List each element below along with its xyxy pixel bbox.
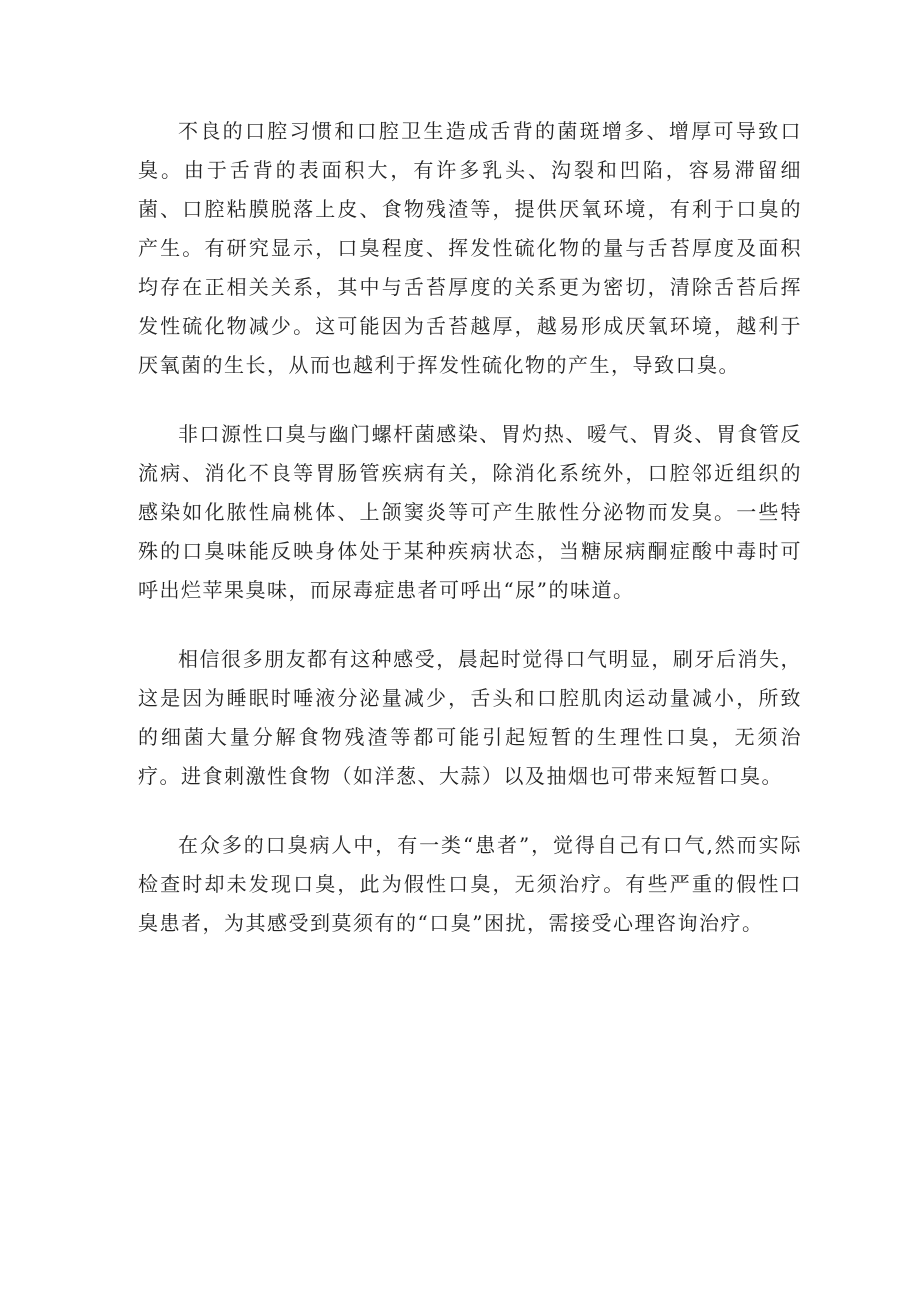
paragraph-non-oral-halitosis: 非口源性口臭与幽门螺杆菌感染、胃灼热、嗳气、胃炎、胃食管反流病、消化不良等胃肠管疾病有关，除消化系统外，口腔邻近组织的感染如化脓性扁桃体、上颌窦炎等可产生脓性分泌物而发臭。一些特殊的口臭味能反映身体处于某种疾病状态，当糖尿病酮症酸中毒时可呼出烂苹果臭味，而尿毒症患者可呼出“尿”的味道。 <box>138 422 802 602</box>
paragraph-pseudo-halitosis: 在众多的口臭病人中，有一类“患者”，觉得自己有口气,然而实际检查时却未发现口臭，此为假性口臭，无须治疗。有些严重的假性口臭患者，为其感受到莫须有的“口臭”困扰，需接受心理咨询治疗。 <box>138 833 802 935</box>
paragraph-morning-breath: 相信很多朋友都有这种感受，晨起时觉得口气明显，刷牙后消失，这是因为睡眠时唾液分泌量减少，舌头和口腔肌肉运动量减小，所致的细菌大量分解食物残渣等都可能引起短暂的生理性口臭，无须治疗。进食刺激性食物（如洋葱、大蒜）以及抽烟也可带来短暂口臭。 <box>138 647 802 788</box>
document-body <box>138 112 802 943</box>
paragraph-tongue-coating: 不良的口腔习惯和口腔卫生造成舌背的菌斑增多、增厚可导致口臭。由于舌背的表面积大，有许多乳头、沟裂和凹陷，容易滞留细菌、口腔粘膜脱落上皮、食物残渣等，提供厌氧环境，有利于口臭的产生。有研究显示，口臭程度、挥发性硫化物的量与舌苔厚度及面积均存在正相关关系，其中与舌苔厚度的关系更为密切，清除舌苔后挥发性硫化物减少。这可能因为舌苔越厚，越易形成厌氧环境，越利于厌氧菌的生长，从而也越利于挥发性硫化物的产生，导致口臭。 <box>138 119 802 377</box>
